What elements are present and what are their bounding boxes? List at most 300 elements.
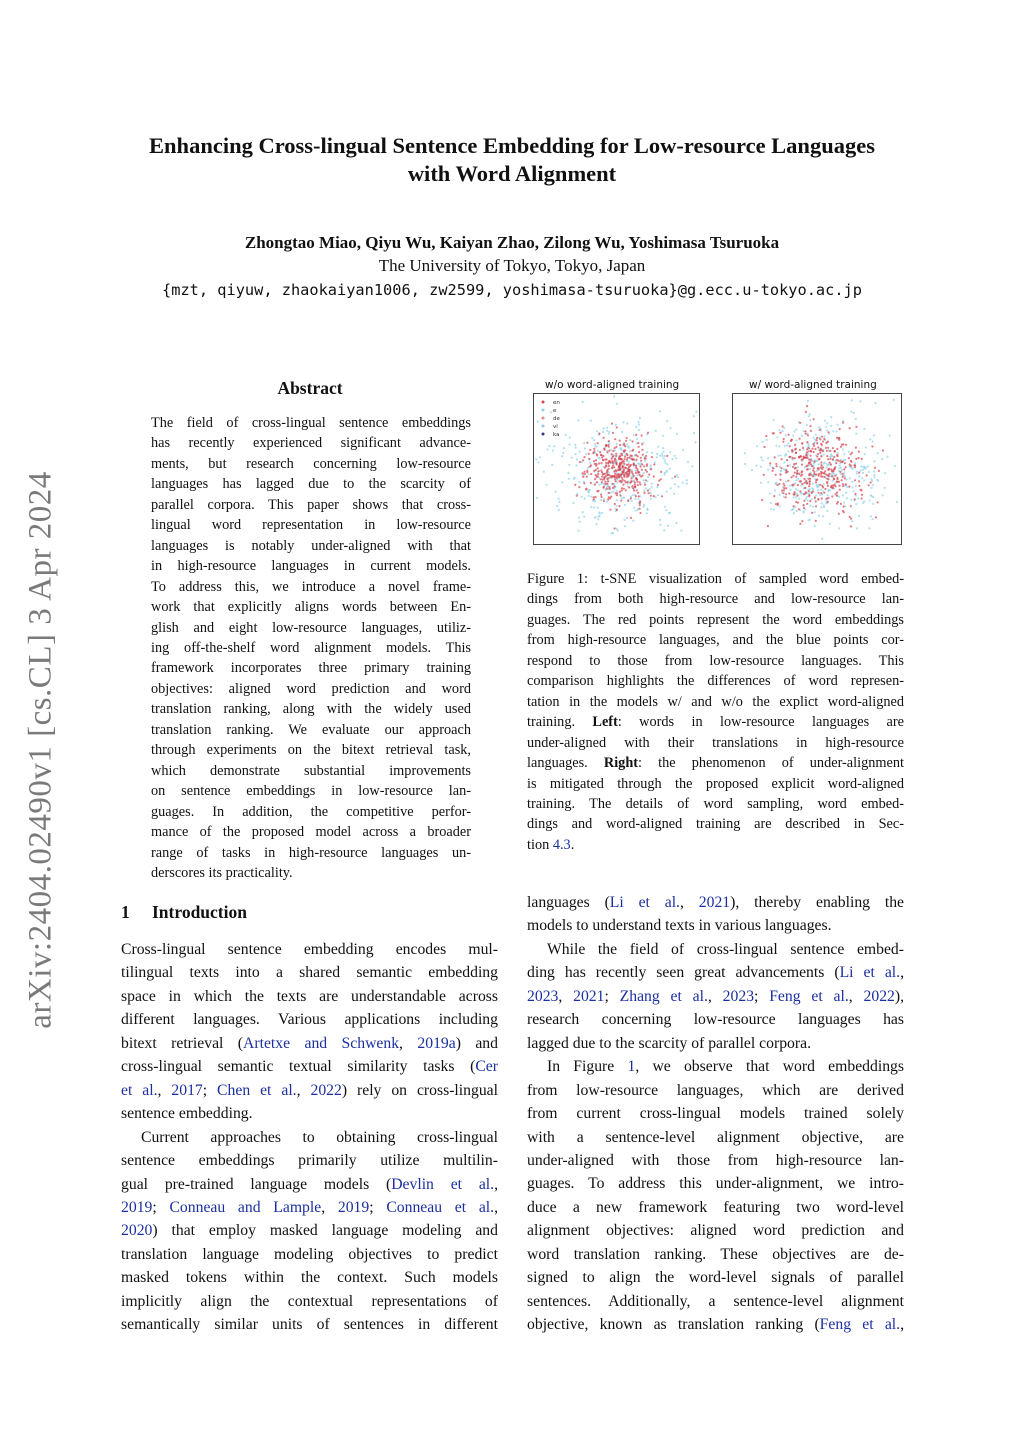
tsne-point <box>802 456 804 458</box>
tsne-point <box>772 467 774 469</box>
tsne-point <box>568 464 570 466</box>
abstract-line: objectives: aligned word prediction and word <box>151 680 471 697</box>
tsne-point <box>837 452 839 454</box>
tsne-point <box>811 492 813 494</box>
tsne-point <box>594 443 596 445</box>
citation-link[interactable]: Conneau et al. <box>386 1198 495 1216</box>
tsne-point <box>581 496 583 498</box>
tsne-point <box>651 456 653 458</box>
section-ref-link[interactable]: 4.3 <box>552 836 571 853</box>
tsne-point <box>855 418 857 420</box>
tsne-point <box>663 529 665 531</box>
tsne-point <box>762 459 764 461</box>
tsne-point <box>588 490 590 492</box>
text-line: from current cross-lingual models trained solely <box>527 1105 904 1123</box>
tsne-point <box>551 464 553 466</box>
tsne-point <box>624 525 626 527</box>
tsne-point <box>629 450 631 452</box>
tsne-point <box>820 448 822 450</box>
tsne-point <box>777 504 779 506</box>
tsne-point <box>802 504 804 506</box>
tsne-point <box>784 461 786 463</box>
tsne-point <box>884 472 886 474</box>
text-line: In Figure 1, we observe that word embeddings <box>547 1058 904 1076</box>
tsne-point <box>674 476 676 478</box>
tsne-point <box>633 507 635 509</box>
tsne-point <box>846 497 848 499</box>
tsne-point <box>582 459 584 461</box>
tsne-point <box>833 468 835 470</box>
tsne-point <box>610 449 612 451</box>
tsne-point <box>616 403 618 405</box>
caption-line: comparison highlights the differences of word represen- <box>527 673 904 690</box>
tsne-point <box>620 495 622 497</box>
legend-marker <box>542 409 545 412</box>
tsne-point <box>809 488 811 490</box>
tsne-point <box>603 448 605 450</box>
tsne-point <box>792 496 794 498</box>
tsne-point <box>810 455 812 457</box>
tsne-point <box>612 450 614 452</box>
tsne-point <box>631 500 633 502</box>
tsne-point <box>785 434 787 436</box>
tsne-point <box>820 455 822 457</box>
tsne-point <box>811 498 813 500</box>
tsne-point <box>861 497 863 499</box>
tsne-point <box>851 481 853 483</box>
tsne-point <box>643 504 645 506</box>
tsne-point <box>816 455 818 457</box>
tsne-point <box>838 481 840 483</box>
tsne-scatter-right <box>733 394 901 544</box>
abstract-line: which demonstrate substantial improvements <box>151 762 471 779</box>
tsne-point <box>811 487 813 489</box>
citation-link[interactable]: 2019 <box>121 1198 153 1216</box>
tsne-point <box>842 422 844 424</box>
tsne-point <box>613 466 615 468</box>
tsne-point <box>623 488 625 490</box>
tsne-point <box>872 518 874 520</box>
tsne-point <box>805 480 807 482</box>
tsne-point <box>827 501 829 503</box>
tsne-point <box>818 426 820 428</box>
caption-line: dings from both high-resource and low-resource lan- <box>527 591 904 608</box>
citation-link[interactable]: 2022 <box>863 987 895 1005</box>
tsne-point <box>584 473 586 475</box>
tsne-point <box>778 483 780 485</box>
tsne-point <box>767 457 769 459</box>
citation-link[interactable]: Devlin et al. <box>391 1175 495 1193</box>
citation-link[interactable]: 2019 <box>337 1198 370 1216</box>
tsne-point <box>611 453 613 455</box>
tsne-point <box>850 518 852 520</box>
tsne-point <box>803 507 805 509</box>
tsne-point <box>604 481 606 483</box>
tsne-point <box>803 493 805 495</box>
tsne-point <box>593 506 595 508</box>
tsne-point <box>645 455 647 457</box>
tsne-point <box>751 469 753 471</box>
tsne-point <box>598 462 600 464</box>
tsne-point <box>666 491 668 493</box>
citation-link[interactable]: Artetxe and Schwenk <box>243 1034 400 1052</box>
tsne-point <box>600 454 602 456</box>
tsne-point <box>816 439 818 441</box>
tsne-point <box>628 461 630 463</box>
tsne-point <box>641 443 643 445</box>
tsne-point <box>826 455 828 457</box>
tsne-point <box>827 478 829 480</box>
tsne-point <box>819 452 821 454</box>
tsne-point <box>795 467 797 469</box>
tsne-point <box>590 420 592 422</box>
tsne-point <box>624 456 626 458</box>
tsne-point <box>651 486 653 488</box>
tsne-point <box>627 457 629 459</box>
citation-link[interactable]: 2019a <box>417 1034 456 1052</box>
tsne-point <box>619 444 621 446</box>
tsne-point <box>812 475 814 477</box>
tsne-point <box>842 448 844 450</box>
tsne-point <box>614 447 616 449</box>
tsne-point <box>829 450 831 452</box>
tsne-point <box>781 490 783 492</box>
tsne-point <box>634 486 636 488</box>
citation-link[interactable]: Zhang et al. <box>619 987 708 1005</box>
tsne-point <box>682 449 684 451</box>
tsne-point <box>829 458 831 460</box>
text-line: Cross-lingual sentence embedding encodes mul- <box>121 941 498 958</box>
tsne-point <box>638 471 640 473</box>
tsne-point <box>852 490 854 492</box>
tsne-point <box>801 470 803 472</box>
tsne-point <box>656 486 658 488</box>
tsne-point <box>870 515 872 517</box>
tsne-point <box>596 430 598 432</box>
tsne-point <box>837 460 839 462</box>
tsne-point <box>546 484 548 486</box>
tsne-point <box>645 469 647 471</box>
citation-link[interactable]: Li et al. <box>609 894 680 911</box>
tsne-point <box>654 461 656 463</box>
tsne-point <box>593 448 595 450</box>
tsne-point <box>823 454 825 456</box>
text-line: space in which the texts are understandable across <box>121 987 498 1005</box>
tsne-point <box>826 481 828 483</box>
tsne-point <box>822 450 824 452</box>
tsne-point <box>807 400 809 402</box>
tsne-point <box>583 516 585 518</box>
tsne-point <box>773 432 775 434</box>
citation-link[interactable]: Feng et al. <box>819 1316 901 1334</box>
tsne-point <box>606 501 608 503</box>
tsne-point <box>763 474 765 476</box>
tsne-point <box>863 428 865 430</box>
tsne-point <box>616 443 618 445</box>
tsne-point <box>640 457 642 459</box>
tsne-point <box>798 473 800 475</box>
tsne-point <box>814 525 816 527</box>
tsne-point <box>682 482 684 484</box>
caption-line: under-aligned with their translations in high-resource <box>527 734 904 751</box>
tsne-point <box>620 500 622 502</box>
tsne-point <box>837 478 839 480</box>
tsne-point <box>825 463 827 465</box>
arxiv-sidebar <box>18 460 64 1040</box>
tsne-point <box>830 416 832 418</box>
text-line: Current approaches to obtaining cross-lingual <box>141 1128 498 1146</box>
tsne-point <box>816 437 818 439</box>
tsne-point <box>608 433 610 435</box>
tsne-point <box>590 482 592 484</box>
tsne-point <box>622 465 624 467</box>
tsne-point <box>760 482 762 484</box>
tsne-point <box>805 411 807 413</box>
tsne-point <box>676 474 678 476</box>
text-line: models to understand texts in various languages. <box>527 917 832 935</box>
tsne-point <box>832 458 834 460</box>
tsne-point <box>640 460 642 462</box>
tsne-point <box>694 441 696 443</box>
tsne-point <box>629 470 631 472</box>
legend-label: ka <box>553 432 560 438</box>
tsne-point <box>831 495 833 497</box>
tsne-point <box>645 479 647 481</box>
text-line: semantically similar units of sentences in different <box>121 1316 498 1334</box>
tsne-point <box>799 449 801 451</box>
tsne-point <box>777 455 779 457</box>
tsne-scatter-left <box>534 394 699 544</box>
tsne-point <box>835 462 837 464</box>
tsne-point <box>586 471 588 473</box>
legend-label: vi <box>553 424 558 430</box>
tsne-point <box>823 483 825 485</box>
tsne-point <box>850 499 852 501</box>
citation-link[interactable]: Conneau and Lample <box>169 1198 322 1216</box>
text-line: bitext retrieval (Artetxe and Schwenk, 2019a) and <box>121 1034 498 1052</box>
tsne-point <box>882 449 884 451</box>
tsne-point <box>663 451 665 453</box>
tsne-point <box>806 405 808 407</box>
citation-link[interactable]: Feng et al. <box>769 987 849 1005</box>
tsne-point <box>588 458 590 460</box>
tsne-point <box>878 470 880 472</box>
tsne-point <box>865 446 867 448</box>
tsne-point <box>564 434 566 436</box>
citation-link[interactable]: 2021 <box>573 987 605 1005</box>
tsne-point <box>576 458 578 460</box>
text-line: cross-lingual semantic textual similarity tasks (Cer <box>121 1058 498 1076</box>
tsne-point <box>633 489 635 491</box>
abstract-line: derscores its practicality. <box>151 864 293 881</box>
tsne-point <box>800 480 802 482</box>
tsne-point <box>788 492 790 494</box>
tsne-point <box>843 501 845 503</box>
tsne-point <box>583 482 585 484</box>
text-line: sentence embedding. <box>121 1105 253 1123</box>
tsne-point <box>594 484 596 486</box>
tsne-point <box>795 476 797 478</box>
tsne-point <box>792 508 794 510</box>
text-line: alignment objectives: aligned word prediction and <box>527 1222 904 1240</box>
tsne-point <box>818 492 820 494</box>
citation-link[interactable]: 2022 <box>310 1081 342 1099</box>
tsne-point <box>604 483 606 485</box>
tsne-point <box>855 447 857 449</box>
citation-link[interactable]: Cer <box>475 1058 498 1076</box>
tsne-point <box>666 420 668 422</box>
tsne-point <box>599 512 601 514</box>
tsne-point <box>846 479 848 481</box>
tsne-point <box>783 438 785 440</box>
tsne-point <box>857 498 859 500</box>
tsne-point <box>608 486 610 488</box>
tsne-point <box>827 447 829 449</box>
tsne-point <box>647 489 649 491</box>
tsne-point <box>558 498 560 500</box>
tsne-point <box>573 478 575 480</box>
tsne-point <box>783 427 785 429</box>
tsne-point <box>839 467 841 469</box>
citation-link[interactable]: 2020 <box>121 1222 153 1240</box>
tsne-point <box>765 435 767 437</box>
tsne-point <box>615 446 617 448</box>
abstract-line: in high-resource languages in current models. <box>151 558 471 575</box>
citation-link[interactable]: 2023 <box>722 987 755 1005</box>
tsne-point <box>621 487 623 489</box>
abstract-line: translation ranking, along with the widely used <box>151 701 471 718</box>
tsne-point <box>593 470 595 472</box>
tsne-point <box>842 475 844 477</box>
caption-line: from high-resource languages, and the blue points cor- <box>527 632 904 649</box>
text-line: research concerning low-resource languages has <box>527 1011 904 1029</box>
tsne-point <box>795 479 797 481</box>
tsne-point <box>603 500 605 502</box>
tsne-point <box>627 500 629 502</box>
tsne-point <box>820 475 822 477</box>
tsne-point <box>639 504 641 506</box>
tsne-point <box>839 428 841 430</box>
tsne-point <box>855 503 857 505</box>
tsne-point <box>842 483 844 485</box>
citation-link[interactable]: 2017 <box>171 1081 203 1099</box>
text-line: 2019; Conneau and Lample, 2019; Conneau et al., <box>121 1198 498 1216</box>
tsne-point <box>647 509 649 511</box>
text-line: under-aligned with those from high-resource lan- <box>527 1151 904 1169</box>
tsne-point <box>832 447 834 449</box>
tsne-point <box>676 433 678 435</box>
tsne-point <box>582 511 584 513</box>
tsne-point <box>842 510 844 512</box>
figure-ref-link[interactable]: 1 <box>627 1058 636 1076</box>
tsne-point <box>826 510 828 512</box>
tsne-point <box>787 480 789 482</box>
intro-left-column <box>121 938 498 1337</box>
citation-link[interactable]: Li et al. <box>839 964 901 982</box>
tsne-point <box>794 491 796 493</box>
tsne-point <box>806 451 808 453</box>
tsne-point <box>823 438 825 440</box>
caption-line: tion 4.3. <box>527 836 575 853</box>
citation-link[interactable]: Chen et al. <box>217 1081 297 1099</box>
abstract-line: languages has lagged due to the scarcity of <box>151 476 471 493</box>
tsne-point <box>860 465 862 467</box>
tsne-point <box>804 482 806 484</box>
tsne-point <box>650 464 652 466</box>
tsne-point <box>657 484 659 486</box>
tsne-point <box>784 445 786 447</box>
tsne-point <box>849 477 851 479</box>
tsne-point <box>606 451 608 453</box>
tsne-point <box>767 481 769 483</box>
tsne-point <box>600 462 602 464</box>
tsne-point <box>776 436 778 438</box>
tsne-point <box>614 469 616 471</box>
tsne-point <box>651 452 653 454</box>
tsne-point <box>556 505 558 507</box>
tsne-point <box>877 501 879 503</box>
tsne-point <box>607 474 609 476</box>
tsne-point <box>621 477 623 479</box>
tsne-point <box>601 512 603 514</box>
tsne-point <box>600 494 602 496</box>
legend-marker <box>542 425 545 428</box>
tsne-point <box>611 532 613 534</box>
tsne-point <box>691 465 693 467</box>
citation-link[interactable]: 2023 <box>527 987 559 1005</box>
tsne-point <box>579 451 581 453</box>
tsne-point <box>665 509 667 511</box>
tsne-point <box>593 439 595 441</box>
tsne-point <box>611 423 613 425</box>
tsne-point <box>595 523 597 525</box>
tsne-point <box>858 451 860 453</box>
legend-label: e <box>553 408 557 414</box>
tsne-point <box>815 520 817 522</box>
tsne-point <box>838 485 840 487</box>
legend-marker <box>542 433 545 436</box>
tsne-point <box>606 427 608 429</box>
tsne-point <box>582 473 584 475</box>
abstract-line: through experiments on the bitext retrieval task, <box>151 742 471 759</box>
text-line: languages (Li et al., 2021), thereby enabling the <box>527 894 905 911</box>
tsne-point <box>626 481 628 483</box>
tsne-point <box>614 476 616 478</box>
tsne-point <box>678 486 680 488</box>
tsne-point <box>604 466 606 468</box>
citation-link[interactable]: et al. <box>121 1081 158 1099</box>
citation-link[interactable]: 2021 <box>698 894 731 911</box>
tsne-point <box>855 426 857 428</box>
tsne-point <box>601 476 603 478</box>
tsne-point <box>606 483 608 485</box>
tsne-point <box>827 441 829 443</box>
tsne-point <box>773 495 775 497</box>
tsne-point <box>627 475 629 477</box>
tsne-point <box>795 488 797 490</box>
tsne-point <box>803 511 805 513</box>
tsne-point <box>623 497 625 499</box>
tsne-point <box>799 490 801 492</box>
tsne-point <box>791 451 793 453</box>
tsne-point <box>552 450 554 452</box>
tsne-point <box>767 469 769 471</box>
tsne-point <box>638 446 640 448</box>
tsne-point <box>671 477 673 479</box>
tsne-point <box>825 498 827 500</box>
tsne-point <box>827 458 829 460</box>
tsne-point <box>874 402 876 404</box>
